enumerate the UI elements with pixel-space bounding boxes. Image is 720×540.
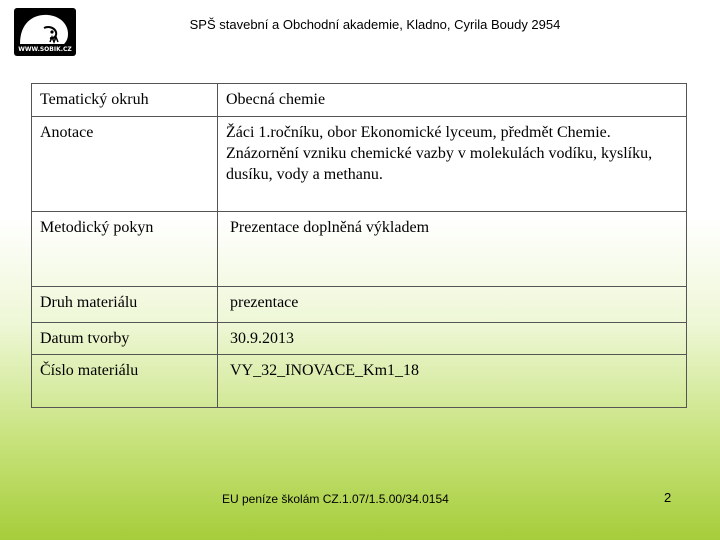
row-value: Prezentace doplněná výkladem: [218, 212, 687, 287]
table-row: [32, 355, 687, 408]
table-row: [32, 212, 687, 287]
table-row: [32, 287, 687, 323]
footer-project-code: EU peníze školám CZ.1.07/1.5.00/34.0154: [222, 492, 449, 506]
table-row: [32, 117, 687, 212]
row-label: Anotace: [32, 117, 218, 212]
row-label: Číslo materiálu: [32, 355, 218, 408]
page-header-title: SPŠ stavební a Obchodní akademie, Kladno, Cyrila Boudy 2954: [189, 17, 561, 32]
info-table: [31, 83, 687, 408]
row-label: Datum tvorby: [32, 323, 218, 355]
table-row: [32, 323, 687, 355]
table-row: [32, 84, 687, 117]
school-logo: [14, 8, 76, 56]
page-number: 2: [664, 490, 672, 505]
row-value: VY_32_INOVACE_Km1_18: [218, 355, 687, 408]
row-value: Žáci 1.ročníku, obor Ekonomické lyceum, předmět Chemie. Znázornění vzniku chemické vazby v molekulách vodíku, kyslíku, dusíku, vody a methanu.: [218, 117, 687, 212]
logo-text: WWW.SOBIK.CZ: [18, 46, 72, 53]
row-value: Obecná chemie: [218, 84, 687, 117]
row-value: 30.9.2013: [218, 323, 687, 355]
row-value: prezentace: [218, 287, 687, 323]
row-label: Tematický okruh: [32, 84, 218, 117]
row-label: Druh materiálu: [32, 287, 218, 323]
row-label: Metodický pokyn: [32, 212, 218, 287]
